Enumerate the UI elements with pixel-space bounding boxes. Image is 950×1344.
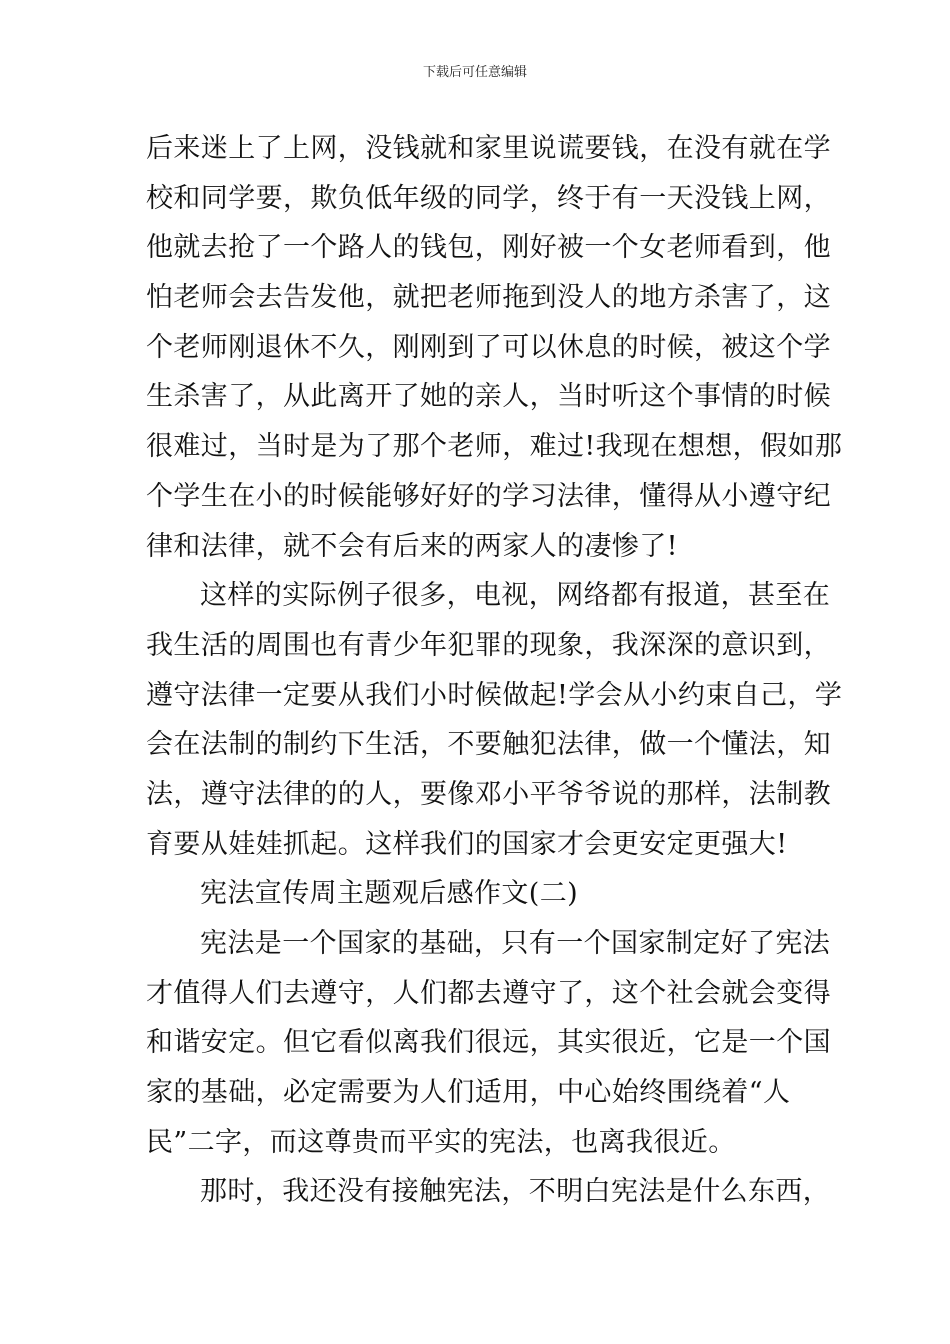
page-header: 下载后可任意编辑 [422, 65, 527, 80]
text-line: 会在法制的制约下生活，不要触犯法律，做一个懂法，知 [146, 729, 831, 761]
text-line: 我生活的周围也有青少年犯罪的现象，我深深的意识到， [146, 629, 831, 661]
text-line: 育要从娃娃抓起。这样我们的国家才会更安定更强大! [146, 828, 788, 860]
text-line: 家的基础，必定需要为人们适用，中心始终围绕着“人 [146, 1077, 791, 1109]
text-line: 个老师刚退休不久，刚刚到了可以休息的时候，被这个学 [146, 331, 831, 363]
text-line: 个学生在小的时候能够好好的学习法律，懂得从小遵守纪 [146, 480, 831, 512]
text-line: 法，遵守法律的的人，要像邓小平爷爷说的那样，法制教 [146, 778, 831, 810]
text-line: 校和同学要，欺负低年级的同学，终于有一天没钱上网， [146, 182, 831, 214]
text-line: 才值得人们去遵守，人们都去遵守了，这个社会就会变得 [146, 977, 831, 1009]
text-line: 他就去抢了一个路人的钱包，刚好被一个女老师看到，他 [146, 232, 831, 264]
text-line: 怕老师会去告发他，就把老师拖到没人的地方杀害了，这 [146, 282, 831, 314]
document-body [146, 124, 843, 1217]
paragraph-start-line: 宪法是一个国家的基础，只有一个国家制定好了宪法 [200, 928, 831, 959]
text-line: 民”二字，而这尊贵而平实的宪法，也离我很近。 [146, 1126, 736, 1158]
text-line: 很难过，当时是为了那个老师，难过!我现在想想，假如那 [146, 431, 843, 463]
section-heading: 宪法宣传周主题观后感作文(二) [200, 878, 579, 910]
text-line: 和谐安定。但它看似离我们很远，其实很近，它是一个国 [146, 1027, 831, 1059]
paragraph-start-line: 那时，我还没有接触宪法，不明白宪法是什么东西， [200, 1176, 831, 1208]
paragraph-start-line: 这样的实际例子很多，电视，网络都有报道，甚至在 [200, 580, 831, 612]
text-line: 生杀害了，从此离开了她的亲人，当时听这个事情的时候 [146, 381, 831, 413]
text-line: 遵守法律一定要从我们小时候做起!学会从小约束自己，学 [146, 679, 843, 711]
text-line: 后来迷上了上网，没钱就和家里说谎要钱，在没有就在学 [146, 133, 831, 164]
text-line: 律和法律，就不会有后来的两家人的凄惨了! [146, 530, 678, 562]
